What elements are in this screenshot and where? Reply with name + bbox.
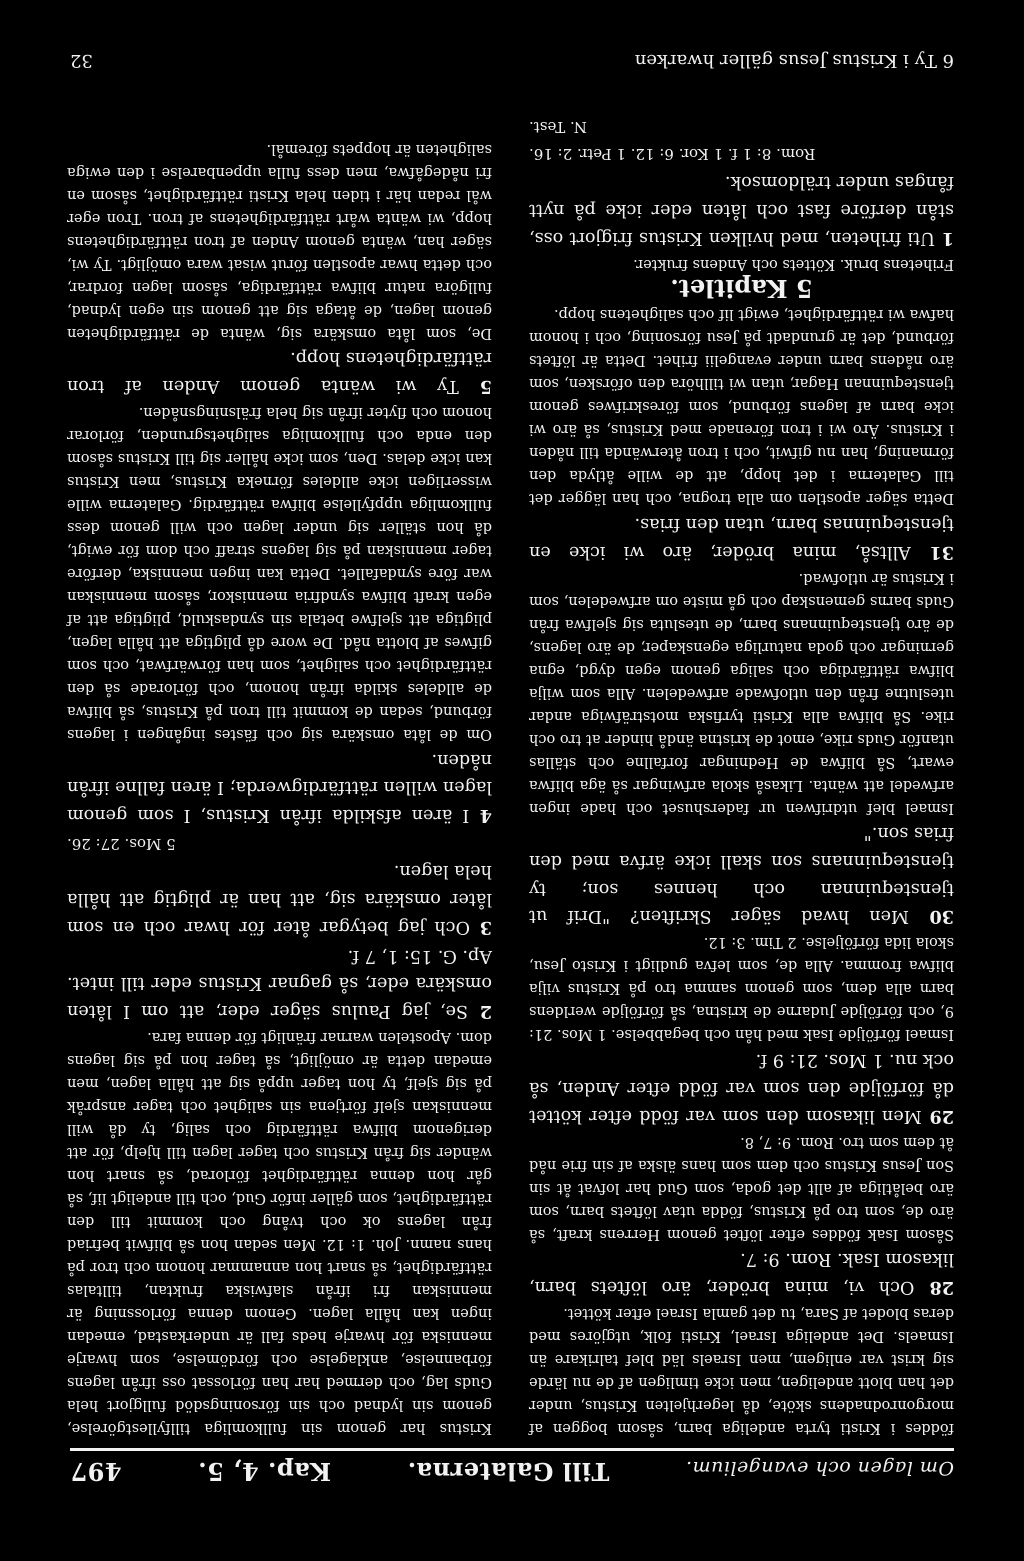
commentary-paragraph: föddes i Kristi tyrta andeliga barn, såsom boggen af morgonrodnadens sköte, då legerhjelten Kristus, under det han blott andeligen, men icke timligen af de nu lärde sig krist var enligem, men Israels läd blef talrikare än Ismaels. Det andeliga Israel, Kristi folk, utgjöres med deras blodet af Sara, tu det gamla Israel efter köttet. [529,1305,954,1436]
catchword-line: 6 Ty i Kristus Jesus gäller hwarken [634,50,954,71]
verse-paragraph [67,745,492,829]
left-text-column [529,112,954,1439]
verse-paragraph [529,167,954,251]
page-number: 497 [70,1457,122,1486]
page-footer [70,41,954,71]
commentary-paragraph: Ismael förföljde Isak med hån och begabbelse. 1 Mos. 21: 9, och förföljde Judarne de kristna, så förföljde werldens barn alla dem, som genom samma tro på Kristus vilja blifwa fromma. Alla de, som lefva gudligt i Kristo Jesu, skola lida förföljelse. 2 Tim. 3: 12. [529,934,954,1043]
commentary-paragraph: Kristus har genom sin fullkomliga tillfyllestgörelse, genom sin lydnad och sin försoningsdöd fullgjort hela Guds lag, och dermed har han förlossat oss ifrån lagens förbannelse, anklagelse och fördömelse, som hwarje menniska för hwarje heds fall är underkastad, emedan ingen kan hålla lagen. Genom denna förlossning är menniskan fri ifrån slafwiska fruktan, tilltalas rättfärdighet, så snart hon annammar honom och tror på hans namn. Joh. 1: 12. Men sedan hon så blifwit befriad från lagens ok och tvång och kommit till den rättfärdighet, som gäller inför Gud, och till andeligt lif, så går hon denna rättfärdighet förlorad, så snart hon wänder sig från Kristus och tager lagen till hjelp, för att derigenom blifwa rättfärdig och salig, ty då will menniskan sjelf förtjena sin salighet och tager anspråk på sig sjelf, ty hon tager uppå sig att hålla lagen, men emedan detta är omöjligt, så tager hon på sig lagens dom. Apostelen warnar fränligt för denna fara. [67,1029,492,1436]
verse-text: I ären afskilda ifrån Kristus, I som genom lagen willen rättfärdigwerda; I ären fallne ifrån nåden. [67,749,492,826]
verse-number: 3 [469,916,492,938]
verse-number: 31 [910,541,954,563]
verse-paragraph [529,819,954,931]
verse-paragraph [529,1245,954,1301]
signature-mark: 32 [70,50,93,71]
verse-paragraph [529,1045,954,1129]
verse-text: Och vi, mina bröder, äro löftets barn, likasom Isak. Rom. 9: 7. [528,1249,954,1297]
verse-text: Alltså, mina bröder, äro wi icke en tjenstequinnas barn, utan den frias. [528,513,954,562]
verse-text: Ty wi wänta genom Anden af tron rättfärdighetens hopp. [67,348,492,396]
verse-paragraph [67,344,492,400]
scripture-reference: N. Test. [529,117,587,136]
verse-number: 30 [909,906,954,928]
header-rule [70,1448,954,1451]
verse-text: Men hwad säger Skriften? "Drif ut tjenstequinnan och hennes son; ty tjenstequinnans son skall icke ärfva med den frias son." [528,823,954,927]
verse-paragraph [529,509,954,565]
verse-number: 28 [914,1277,954,1298]
scripture-reference: Rom. 8: 1 f. 1 Kor. 6: 12. 1 Petr. 2: 16. [529,145,816,164]
verse-number: 5 [458,375,492,397]
commentary-paragraph: De, som låta omskära sig, wänta de rättfärdigheten genom lagen, de åtaga sig att genom sin egen lydnad, fullgöra natur blifwa rättfärdiga, såsom lagen fordrar, och detta hwar apostlen förut wisat wara omöjligt. Ty wi, säger han, wänta genom Anden af tron rättfärdighetens hopp, wi wänta wårt rättfärdighetens af tron. Tron eger wål redan här i tiden hela Kristi rättfärdighet, såsom en fri nådegåfwa, men dess fulla uppenbarelse i den ewiga saligheten är hoppets föremål. [67,140,492,341]
scripture-reference: 5 Mos. 27: 26. [67,834,176,853]
verse-text: Men likasom den som var född efter köttet då förföljde den som var född efter Anden, så ock nu. 1 Mos. 21: 9 f. [529,1050,954,1126]
verse-number: 2 [468,1001,492,1022]
verse-text: Se, jag Paulus säger eder, att om I låten omskära eder, så gagnar Kristus eder till intet. Ap. G. 15: 1, 7 f. [67,945,492,1021]
commentary-paragraph: Frihetens bruk. Köttets och Andens frukter. [633,255,954,272]
verse-text: Och jag betygar åter för hwar och en som låter omskära sig, att han är pligtig att hålla hela lagen. [67,861,492,937]
verse-paragraph [67,857,492,941]
verse-text: Uti friheten, med hvilken Kristus frigjort oss, stån derföre fast och låten eder icke på nytt fångas under träldomsok. [529,172,954,248]
right-text-column [67,137,492,1439]
commentary-paragraph: Ismael blef utdrifwen ur fadershuset och hade ingen arfwedel att wänta. Likaså skola arfwingar så äga blifwa ewart, Så blifwa de Hedningar forfallne och ställas utanför Guds rike, emot de kristna ändå hinder at tro och rike. Så blifwa alla Kristi tyrfiska motsträfwiga andar uteslutne från den utlofwade arfwedelen. Alla som wilja blifwa rättfärdiga och saliga genom egen dygd, egna gerningar och goda naturliga egenskaper, de äro lagens, de äro tjenstequinnans barn, de utesluta sig sjelfwa från Guds barns gemenskap och gå miste om arfwedelen, som i Kristus är utlofwad. [529,569,954,816]
header-left-title: Om lagen och evangelium. [685,1457,954,1479]
commentary-paragraph: Detta säger apostlen om alla trogna, och han lägger det till Galaterna i det hopp, att de wille åtlyda den förmaning, han nu gifwit, och i tron återwända till nåden i Kristus. Äro wi i tron förenade med Kristus, så äro wi icke barn af lagens förbund, som föreskrifwes genom tjenstequinnan Hagar, utan wi tillhöra den oförsken, som äro nådens barn under evangelii frihet. Detta är löftets förbund, det är grundadt på Jesu försoning, och i honom hafwa wi rättfärdighet, ewigt lif och salighetens hopp. [529,306,954,507]
verse-number: 4 [469,805,492,827]
chapter-heading: 5 Kapitlet. [670,274,813,304]
verse-number: 29 [921,1105,954,1127]
commentary-paragraph: Om de låta omskära sig och fästes ingången i lagens förbund, sedan de kommit till tron på Kristus, så blifwa de alldeles skilda ifrån honom, och förlorade så den rättfärdighet och salighet, som han förwärfwat, och som gifwes af blotta nåd. De wore då pligtiga att hålla lagen, pligtiga att sjelfwe betala sin syndaskuld, pligtiga att af egen kraft blifwa syndfria menniskor, såsom menniskan war före syndafallet. Detta kan ingen menniska, derföre tager menniskan på sig lagens straff och dom för ewigt, då hon ställer sig under lagen och will genom dess fullkomliga uppfyllelse blifwa rättfärdig. Galaterna wille wisserligen icke alldeles förneka Kristus, men Kristus kan icke delas. Den, som icke håller sig till Kristus såsom den enda och fullkomliga salighetsgrunden, förlorar honom och flyter ifrån sig hela frälsningsnåden. [67,403,492,742]
header-chapter: Kap. 4, 5. [197,1457,332,1486]
verse-paragraph [67,941,492,1025]
commentary-paragraph: Såsom Isak föddes efter löftet genom Herrens kraft, så äro de, som tro på Kristus, födda utav löftets barn, som äro belåtliga af allt det goda, som Gud har lofvat åt sin Son Jesus Kristus och dem som hans älska af sin frie nåd åt dem som tro. Rom. 9: 7, 8. [529,1133,954,1242]
header-center-title: Till Galaterna. [407,1457,610,1486]
running-header [70,1457,954,1501]
verse-number: 1 [935,227,954,249]
